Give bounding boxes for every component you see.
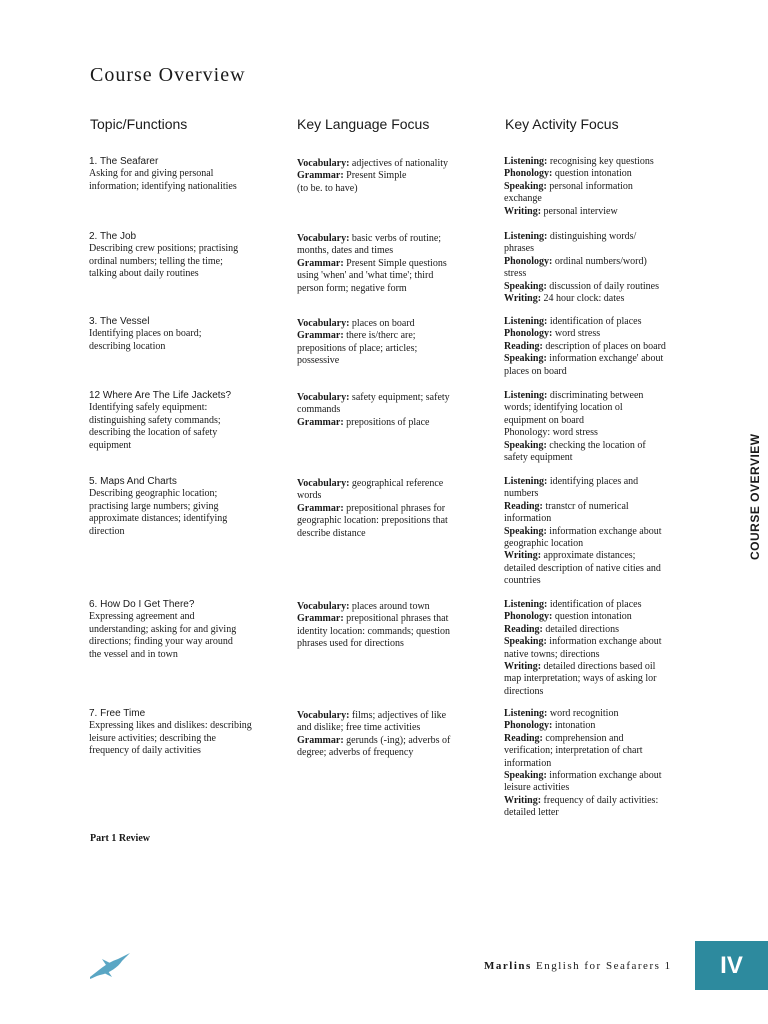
activity-text: comprehension and [545,732,624,744]
activity-label: Speaking: [504,353,547,365]
language-line [297,722,487,734]
language-line [297,503,487,515]
activity-focus-cell [504,476,700,588]
language-line [297,158,487,170]
activity-focus-cell [504,708,700,820]
language-line [297,270,487,282]
language-line [297,638,487,650]
activity-label: Writing: [504,661,542,673]
language-text: there is/therc are; [346,330,416,342]
activity-label: Speaking: [504,636,547,648]
topic-description-line: Asking for and giving personal [89,168,214,180]
activity-label: Reading: [504,732,543,744]
activity-label: Listening: [504,708,548,719]
language-text: person form; negative form [297,282,407,294]
activity-label: Speaking: [504,439,547,451]
activity-line [504,243,700,255]
language-label: Vocabulary: [297,158,350,169]
topic-description-line: Describing crew positions; practising [89,243,239,255]
language-text: degree; adverbs of frequency [297,747,414,759]
activity-label: Listening: [504,316,548,327]
activity-text: description of places on board [545,340,666,352]
activity-text: detailed letter [504,807,559,819]
header-topic-functions: Topic/Functions [90,116,188,132]
activity-line [504,745,700,757]
activity-text: question intonation [554,168,632,180]
activity-focus-cell [504,390,700,464]
activity-line [504,353,700,365]
footer-title: English for Seafarers 1 [531,960,672,972]
activity-text: intonation [554,720,596,732]
topic-description-line: Identifying safely equipment: [89,402,208,414]
activity-line [504,268,700,280]
activity-line [504,624,700,636]
activity-text: information exchange' about [549,353,664,365]
activity-text: information exchange about [549,636,662,648]
activity-line [504,415,700,427]
activity-text: frequency of daily activities: [543,794,659,806]
topic-description-line: describing the location of safety [89,427,218,439]
activity-line [504,538,700,550]
language-focus-cell [297,478,487,540]
language-line [297,417,487,429]
activity-label: Phonology: [504,328,553,340]
activity-line [504,168,700,180]
language-label: Grammar: [297,416,344,428]
activity-text: information [504,513,552,525]
activity-line [504,476,700,488]
activity-focus-cell [504,231,700,305]
activity-label: Speaking: [504,180,547,192]
footer-brand: Marlins [484,960,532,972]
language-line [297,626,487,638]
activity-focus-cell [504,599,700,698]
activity-label: Listening: [504,599,548,610]
activity-text: phrases [504,243,534,255]
language-line [297,233,487,245]
language-text: geographic location: prepositions that [297,515,448,527]
activity-text: discriminating between [549,390,644,401]
activity-label: Reading: [504,340,543,352]
activity-focus-cell [504,156,700,218]
language-focus-cell [297,392,487,429]
language-line [297,170,487,182]
activity-text: verification; interpretation of chart [504,745,643,757]
language-focus-cell [297,233,487,295]
language-line [297,490,487,502]
language-line [297,318,487,330]
language-label: Grammar: [297,257,344,269]
activity-text: Phonology: word stress [504,427,598,439]
activity-text: information [504,757,552,769]
topic-description-line: equipment [89,439,132,451]
language-text: possessive [297,355,340,367]
language-line [297,183,487,195]
activity-label: Phonology: [504,255,553,267]
language-label: Grammar: [297,613,344,625]
activity-text: map interpretation; ways of asking lor [504,673,657,685]
language-line [297,330,487,342]
topic-cell [89,708,289,758]
topic-description-line: practising large numbers; giving [89,500,219,512]
language-text: places on board [351,318,415,329]
topic-cell [89,316,289,353]
activity-line [504,293,700,305]
language-focus-cell [297,710,487,760]
language-text: geographical reference [351,478,444,489]
activity-line [504,402,700,414]
activity-text: words; identifying location ol [504,402,623,414]
activity-focus-cell [504,316,700,378]
topic-description-line: ordinal numbers; telling the time; [89,255,223,267]
activity-label: Reading: [504,623,543,635]
activity-line [504,575,700,587]
language-line [297,735,487,747]
activity-text: directions [504,685,544,697]
activity-label: Writing: [504,550,542,562]
language-text: films; adjectives of like [351,710,447,721]
activity-line [504,733,700,745]
activity-text: word stress [554,328,601,340]
activity-text: exchange [504,193,542,205]
topic-title: 5. Maps And Charts [89,476,177,487]
topic-description-line: direction [89,525,125,537]
activity-text: question intonation [554,611,632,623]
language-text: prepositional phrases that [346,613,449,625]
activity-line [504,563,700,575]
topic-cell [89,476,289,538]
activity-text: transtcr of numerical [545,500,629,512]
language-line [297,528,487,540]
language-text: prepositions of place [346,416,430,428]
activity-text: geographic location [504,538,584,550]
activity-label: Writing: [504,293,542,305]
language-focus-cell [297,601,487,651]
activity-text: equipment on board [504,414,584,426]
language-line [297,515,487,527]
page-number-tab: IV [695,941,768,990]
activity-text: native towns; directions [504,648,600,660]
activity-line [504,795,700,807]
activity-line [504,328,700,340]
activity-line [504,427,700,439]
activity-line [504,758,700,770]
language-text: adjectives of nationality [351,158,449,169]
activity-line [504,390,700,402]
activity-line [504,550,700,562]
activity-line [504,488,700,500]
topic-description-line: leisure activities; describing the [89,732,216,744]
activity-text: detailed description of native cities and [504,562,661,574]
activity-text: information exchange about [549,770,662,782]
activity-text: distinguishing words/ [549,231,637,242]
language-line [297,258,487,270]
language-text: phrases used for directions [297,638,404,650]
topic-description-line: understanding; asking for and giving [89,623,237,635]
activity-line [504,673,700,685]
activity-line [504,341,700,353]
language-text: identity location: commands; question [297,625,451,637]
activity-line [504,599,700,611]
activity-label: Phonology: [504,611,553,623]
activity-line [504,720,700,732]
activity-label: Speaking: [504,525,547,537]
activity-text: information exchange about [549,525,662,537]
topic-cell [89,231,289,281]
language-label: Grammar: [297,330,344,342]
language-text: prepositions of place; articles; [297,342,418,354]
activity-text: personal interview [543,205,618,217]
language-text: basic verbs of routine; [351,233,442,244]
language-text: using 'when' and 'what time'; third [297,270,434,282]
topic-description-line: the vessel and in town [89,648,178,660]
language-line [297,613,487,625]
topic-description-line: Expressing likes and dislikes: describing [89,720,252,732]
activity-label: Listening: [504,390,548,401]
activity-text: stress [504,268,527,280]
language-line [297,404,487,416]
activity-line [504,526,700,538]
language-line [297,245,487,257]
language-text: places around town [351,601,430,612]
activity-line [504,366,700,378]
language-label: Grammar: [297,502,344,514]
activity-line [504,231,700,243]
activity-label: Phonology: [504,168,553,180]
topic-title: 12 Where Are The Life Jackets? [89,390,232,401]
activity-text: recognising key questions [549,156,654,167]
topic-description-line: directions; finding your way around [89,636,233,648]
activity-text: word recognition [549,708,619,719]
activity-label: Writing: [504,794,542,806]
header-key-activity-focus: Key Activity Focus [505,116,619,132]
activity-text: checking the location of [549,439,646,451]
activity-line [504,686,700,698]
language-label: Grammar: [297,734,344,746]
activity-line [504,501,700,513]
language-text: Present Simple questions [346,257,447,269]
activity-text: personal information [549,180,633,192]
activity-text: ordinal numbers/word) [554,255,647,267]
topic-title: 2. The Job [89,231,137,242]
activity-text: numbers [504,488,539,500]
language-label: Vocabulary: [297,392,350,403]
topic-description-line: information; identifying nationalities [89,180,237,192]
activity-label: Listening: [504,476,548,487]
activity-line [504,513,700,525]
activity-text: places on board [504,365,567,377]
activity-label: Reading: [504,500,543,512]
activity-line [504,440,700,452]
language-text: safety equipment; safety [351,392,450,403]
activity-line [504,156,700,168]
language-label: Grammar: [297,170,344,182]
language-line [297,710,487,722]
part-review: Part 1 Review [90,833,150,844]
language-text: (to be. to have) [297,182,358,194]
activity-text: 24 hour clock: dates [543,293,625,305]
language-label: Vocabulary: [297,318,350,329]
topic-title: 1. The Seafarer [89,156,159,167]
topic-description-line: distinguishing safety commands; [89,414,221,426]
language-label: Vocabulary: [297,233,350,244]
activity-line [504,807,700,819]
activity-label: Speaking: [504,770,547,782]
language-focus-cell [297,158,487,195]
activity-text: safety equipment [504,452,573,464]
language-label: Vocabulary: [297,710,350,721]
language-text: words [297,490,322,502]
activity-label: Speaking: [504,280,547,292]
activity-text: identification of places [549,316,642,327]
topic-description-line: Describing geographic location; [89,488,218,500]
topic-cell [89,390,289,452]
activity-line [504,661,700,673]
topic-description-line: frequency of daily activities [89,745,201,757]
activity-line [504,770,700,782]
topic-description-line: approximate distances; identifying [89,513,228,525]
language-line [297,392,487,404]
activity-line [504,256,700,268]
activity-text: approximate distances; [543,550,636,562]
activity-label: Listening: [504,156,548,167]
language-line [297,343,487,355]
activity-line [504,611,700,623]
topic-description-line: Identifying places on board; [89,328,202,340]
activity-line [504,181,700,193]
language-line [297,355,487,367]
language-line [297,478,487,490]
language-text: prepositional phrases for [346,502,446,514]
language-text: months, dates and times [297,245,394,257]
language-line [297,601,487,613]
topic-description-line: talking about daily routines [89,268,199,280]
topic-title: 6. How Do I Get There? [89,599,195,610]
activity-text: detailed directions [545,623,619,635]
language-focus-cell [297,318,487,368]
language-label: Vocabulary: [297,478,350,489]
language-line [297,747,487,759]
footer-text [484,960,672,972]
activity-text: detailed directions based oil [543,661,656,673]
activity-text: discussion of daily routines [549,280,660,292]
activity-line [504,708,700,720]
header-key-language-focus: Key Language Focus [297,116,430,132]
topic-title: 7. Free Time [89,708,146,719]
activity-label: Phonology: [504,720,553,732]
topic-description-line: describing location [89,340,166,352]
activity-line [504,649,700,661]
activity-line [504,782,700,794]
activity-line [504,281,700,293]
language-text: commands [297,404,341,416]
language-text: gerunds (-ing); adverbs of [346,734,451,746]
dolphin-logo-icon [88,951,132,981]
activity-line [504,193,700,205]
topic-description-line: Expressing agreement and [89,611,195,623]
topic-cell [89,156,289,193]
topic-cell [89,599,289,661]
activity-text: countries [504,575,541,587]
language-text: Present Simple [346,170,407,182]
activity-line [504,316,700,328]
language-text: and dislike; free time activities [297,722,421,734]
side-section-label: COURSE OVERVIEW [748,433,762,560]
language-label: Vocabulary: [297,601,350,612]
language-text: describe distance [297,527,366,539]
activity-text: identifying places and [549,476,639,487]
activity-text: identification of places [549,599,642,610]
activity-text: leisure activities [504,782,570,794]
activity-line [504,452,700,464]
activity-label: Writing: [504,205,542,217]
activity-line [504,636,700,648]
page-title: Course Overview [90,64,246,86]
activity-line [504,206,700,218]
activity-label: Listening: [504,231,548,242]
topic-title: 3. The Vessel [89,316,150,327]
language-line [297,283,487,295]
